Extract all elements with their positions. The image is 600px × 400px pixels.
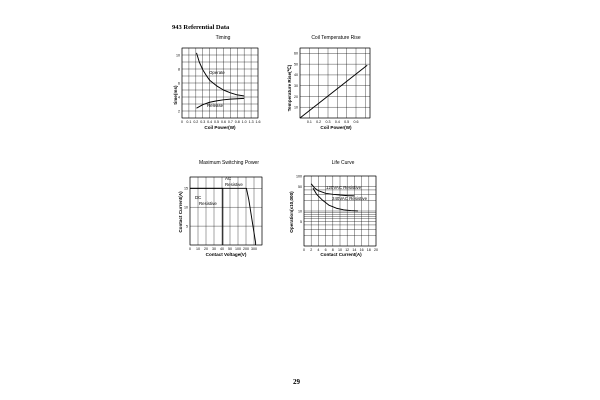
- x-tick-label: 0.8: [234, 120, 240, 124]
- y-tick-label: 60: [294, 51, 298, 56]
- y-tick-label: 50: [294, 62, 298, 67]
- chart-title: Maximum Switching Power: [198, 160, 260, 166]
- y-tick-labels: [294, 52, 298, 110]
- x-tick-label: 0.2: [193, 120, 199, 124]
- x-tick-label: 30: [212, 247, 216, 251]
- x-tick-label: 0.5: [344, 120, 350, 124]
- chart-series: [197, 53, 245, 108]
- x-tick-label: 0.2: [316, 120, 322, 124]
- chart-grid: [300, 48, 370, 118]
- x-tick-label: 10: [338, 248, 342, 252]
- chart-series: [300, 65, 367, 118]
- chart-title: Timing: [215, 35, 231, 41]
- x-tick-label: 40: [220, 247, 224, 251]
- y-tick-label: 6: [178, 81, 180, 86]
- coil-temperature-rise-chart: [282, 30, 392, 135]
- y-tick-labels: [296, 174, 302, 224]
- x-axis-label: Coil Power(W): [204, 125, 236, 130]
- x-tick-label: 0.4: [207, 120, 213, 124]
- x-tick-label: 10: [196, 247, 200, 251]
- x-tick-label: 0.6: [353, 120, 359, 124]
- x-tick-label: 16: [359, 248, 364, 252]
- x-tick-label: 20: [204, 247, 208, 251]
- series-label-240vac: 240VAC Resistive: [332, 196, 368, 201]
- chart-grid: [190, 177, 262, 245]
- x-axis-label: Contact Current(A): [320, 252, 362, 257]
- annotation-ac: AC: [225, 176, 232, 181]
- y-tick-label: 5: [300, 219, 302, 224]
- y-tick-label: 10: [294, 105, 298, 110]
- x-tick-label: 100: [235, 247, 241, 251]
- page-number: 29: [293, 378, 300, 386]
- x-tick-label: 0: [181, 120, 183, 124]
- y-tick-labels: [184, 187, 188, 229]
- y-tick-label: 50: [298, 184, 302, 189]
- x-tick-labels: [181, 120, 261, 124]
- plot-frame: [190, 177, 262, 245]
- y-axis-label: Contact Current(A): [178, 191, 183, 233]
- x-tick-label: 0: [189, 247, 191, 251]
- x-tick-label: 50: [228, 247, 232, 251]
- plot-frame: [300, 48, 370, 118]
- x-tick-label: 0.3: [325, 120, 331, 124]
- x-tick-label: 4: [317, 248, 320, 252]
- y-tick-label: 30: [294, 83, 298, 88]
- y-tick-label: 10: [176, 53, 180, 58]
- annotation-dc: DC: [195, 195, 202, 200]
- y-tick-label: 100: [296, 174, 302, 179]
- y-tick-label: 10: [298, 209, 302, 214]
- chart-title: Life Curve: [331, 160, 355, 166]
- y-tick-label: 15: [184, 186, 188, 191]
- x-tick-label: 200: [243, 247, 249, 251]
- x-tick-label: 0.3: [200, 120, 206, 124]
- x-tick-label: 1.6: [255, 120, 261, 124]
- y-axis-label: Operation(x10,000): [289, 191, 294, 233]
- x-tick-label: 300: [251, 247, 257, 251]
- y-tick-label: 40: [294, 73, 298, 78]
- x-tick-label: 2: [310, 248, 313, 252]
- x-tick-label: 8: [331, 248, 334, 252]
- x-tick-labels: [307, 120, 359, 124]
- chart-title: Coil Temperature Rise: [311, 35, 361, 41]
- timing-chart: [168, 30, 268, 135]
- x-tick-label: 18: [366, 248, 371, 252]
- y-tick-label: 8: [178, 67, 180, 72]
- y-tick-label: 5: [186, 224, 188, 229]
- y-axis-label: Temperature Rise(℃): [287, 64, 292, 112]
- x-tick-label: 0.7: [227, 120, 233, 124]
- x-tick-label: 6: [324, 248, 327, 252]
- x-tick-label: 1.3: [248, 120, 254, 124]
- y-tick-label: 2: [178, 109, 180, 114]
- x-tick-label: 14: [352, 248, 357, 252]
- x-tick-label: 0.6: [220, 120, 226, 124]
- annotation-ac-resistive: Resistive: [225, 182, 243, 187]
- x-tick-label: 12: [345, 248, 350, 252]
- section-heading: 943 Referential Data: [172, 24, 230, 31]
- maximum-switching-power-chart: [172, 154, 272, 262]
- y-axis-label: time(ms): [173, 85, 178, 105]
- x-tick-label: 0.4: [334, 120, 340, 124]
- x-tick-label: 0.5: [214, 120, 220, 124]
- x-tick-label: 0: [303, 248, 305, 252]
- x-tick-label: 20: [374, 248, 378, 252]
- life-curve-chart: [284, 154, 394, 262]
- series-label-operate: Operate: [209, 70, 225, 75]
- x-axis-label: Coil Power(W): [320, 125, 352, 130]
- x-tick-labels: [189, 247, 257, 251]
- y-tick-label: 10: [184, 205, 188, 210]
- y-tick-label: 20: [294, 94, 298, 99]
- x-tick-label: 1.0: [241, 120, 247, 124]
- x-tick-label: 0.1: [186, 120, 192, 124]
- series-line-1: [300, 65, 367, 118]
- y-tick-label: 4: [178, 95, 180, 100]
- series-label-release: Release: [207, 103, 224, 108]
- series-label-120vac: 120VAC Resistive: [326, 185, 362, 190]
- x-axis-label: Contact Voltage(V): [205, 252, 247, 257]
- annotation-dc-resistive: Resistive: [199, 201, 217, 206]
- x-tick-label: 0.1: [306, 120, 312, 124]
